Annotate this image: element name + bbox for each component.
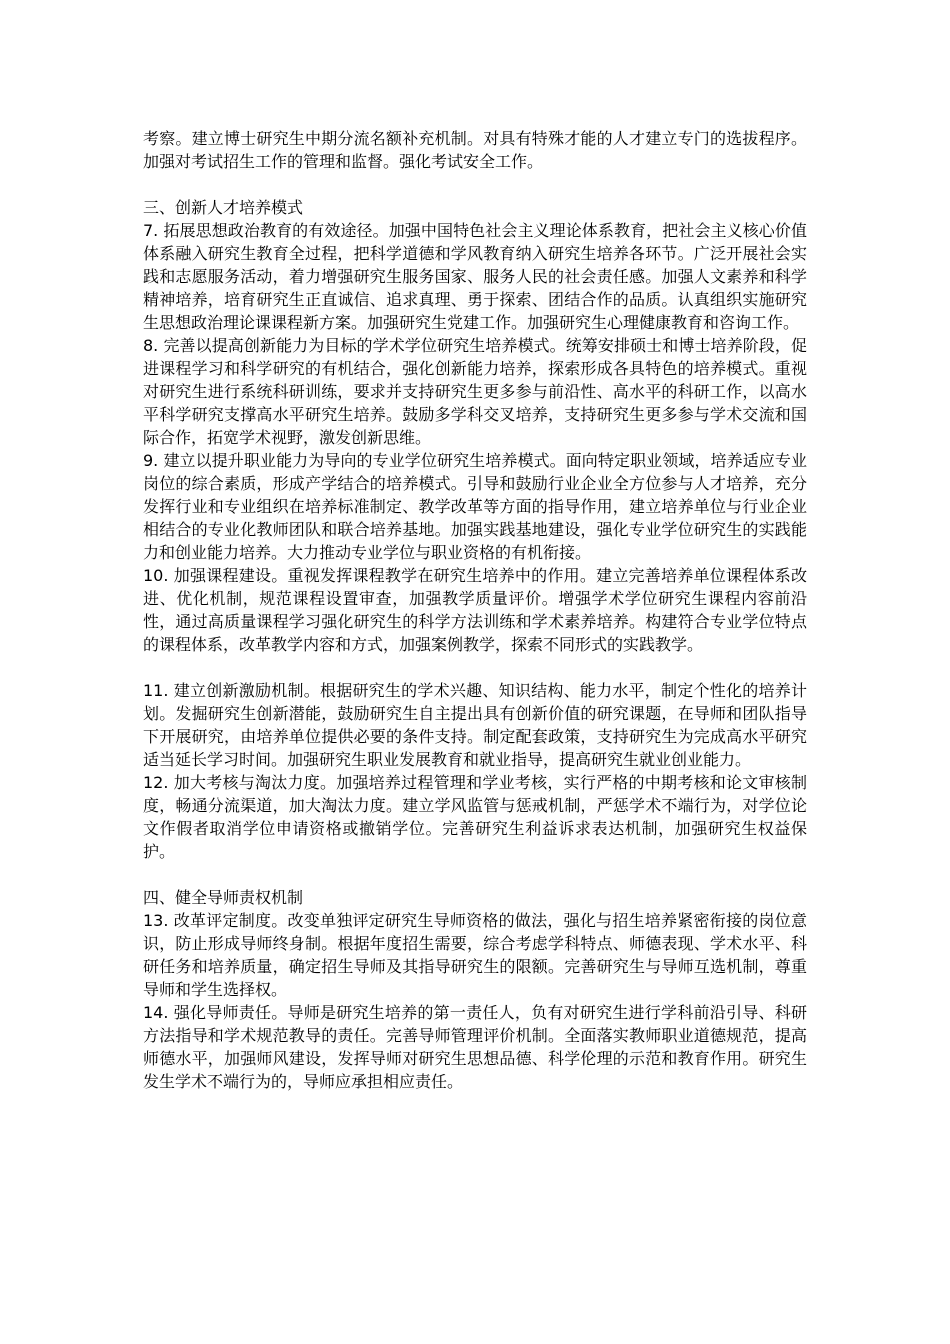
paragraph-9: 9. 建立以提升职业能力为导向的专业学位研究生培养模式。面向特定职业领域，培养适应专业岗位的综合素质，形成产学结合的培养模式。引导和鼓励行业企业全方位参与人才培养，充分发挥行业和专业组织在培养标准制定、教学改革等方面的指导作用，建立培养单位与行业企业相结合的专业化教师团队和联合培养基地。加强实践基地建设，强化专业学位研究生的实践能力和创业能力培养。大力推动专业学位与职业资格的有机衔接。 <box>143 451 807 562</box>
section-heading-4: 四、健全导师责权机制 <box>143 888 304 907</box>
paragraph-8: 8. 完善以提高创新能力为目标的学术学位研究生培养模式。统筹安排硕士和博士培养阶段，促进课程学习和科学研究的有机结合，强化创新能力培养，探索形成各具特色的培养模式。重视对研究生进行系统科研训练，要求并支持研究生更多参与前沿性、高水平的科研工作，以高水平科学研究支撑高水平研究生培养。鼓励多学科交叉培养，支持研究生更多参与学术交流和国际合作，拓宽学术视野，激发创新思维。 <box>143 336 807 447</box>
paragraph-7: 7. 拓展思想政治教育的有效途径。加强中国特色社会主义理论体系教育，把社会主义核心价值体系融入研究生教育全过程，把科学道德和学风教育纳入研究生培养各环节。广泛开展社会实践和志愿服务活动，着力增强研究生服务国家、服务人民的社会责任感。加强人文素养和科学精神培养，培育研究生正直诚信、追求真理、勇于探索、团结合作的品质。认真组织实施研究生思想政治理论课课程新方案。加强研究生党建工作。加强研究生心理健康教育和咨询工作。 <box>143 221 807 332</box>
paragraph-intro: 考察。建立博士研究生中期分流名额补充机制。对具有特殊才能的人才建立专门的选拔程序。加强对考试招生工作的管理和监督。强化考试安全工作。 <box>143 129 807 171</box>
paragraph-gap <box>143 656 807 679</box>
paragraph-gap <box>143 173 807 196</box>
paragraph-10: 10. 加强课程建设。重视发挥课程教学在研究生培养中的作用。建立完善培养单位课程体系改进、优化机制，规范课程设置审查，加强教学质量评价。增强学术学位研究生课程内容前沿性，通过高质量课程学习强化研究生的科学方法训练和学术素养培养。构建符合专业学位特点的课程体系，改革教学内容和方式，加强案例教学，探索不同形式的实践教学。 <box>143 566 807 654</box>
paragraph-13: 13. 改革评定制度。改变单独评定研究生导师资格的做法，强化与招生培养紧密衔接的岗位意识，防止形成导师终身制。根据年度招生需要，综合考虑学科特点、师德表现、学术水平、科研任务和培养质量，确定招生导师及其指导研究生的限额。完善研究生与导师互选机制，尊重导师和学生选择权。 <box>143 911 807 999</box>
paragraph-12: 12. 加大考核与淘汰力度。加强培养过程管理和学业考核，实行严格的中期考核和论文审核制度，畅通分流渠道，加大淘汰力度。建立学风监管与惩戒机制，严惩学术不端行为，对学位论文作假者取消学位申请资格或撤销学位。完善研究生利益诉求表达机制，加强研究生权益保护。 <box>143 773 807 861</box>
paragraph-14: 14. 强化导师责任。导师是研究生培养的第一责任人，负有对研究生进行学科前沿引导、科研方法指导和学术规范教导的责任。完善导师管理评价机制。全面落实教师职业道德规范，提高师德水平，加强师风建设，发挥导师对研究生思想品德、科学伦理的示范和教育作用。研究生发生学术不端行为的，导师应承担相应责任。 <box>143 1003 807 1091</box>
paragraph-11: 11. 建立创新激励机制。根据研究生的学术兴趣、知识结构、能力水平，制定个性化的培养计划。发掘研究生创新潜能，鼓励研究生自主提出具有创新价值的研究课题，在导师和团队指导下开展研究，由培养单位提供必要的条件支持。制定配套政策，支持研究生为完成高水平研究适当延长学习时间。加强研究生职业发展教育和就业指导，提高研究生就业创业能力。 <box>143 681 807 769</box>
document-page <box>143 127 807 1093</box>
paragraph-gap <box>143 863 807 886</box>
section-heading-3: 三、创新人才培养模式 <box>143 198 304 217</box>
